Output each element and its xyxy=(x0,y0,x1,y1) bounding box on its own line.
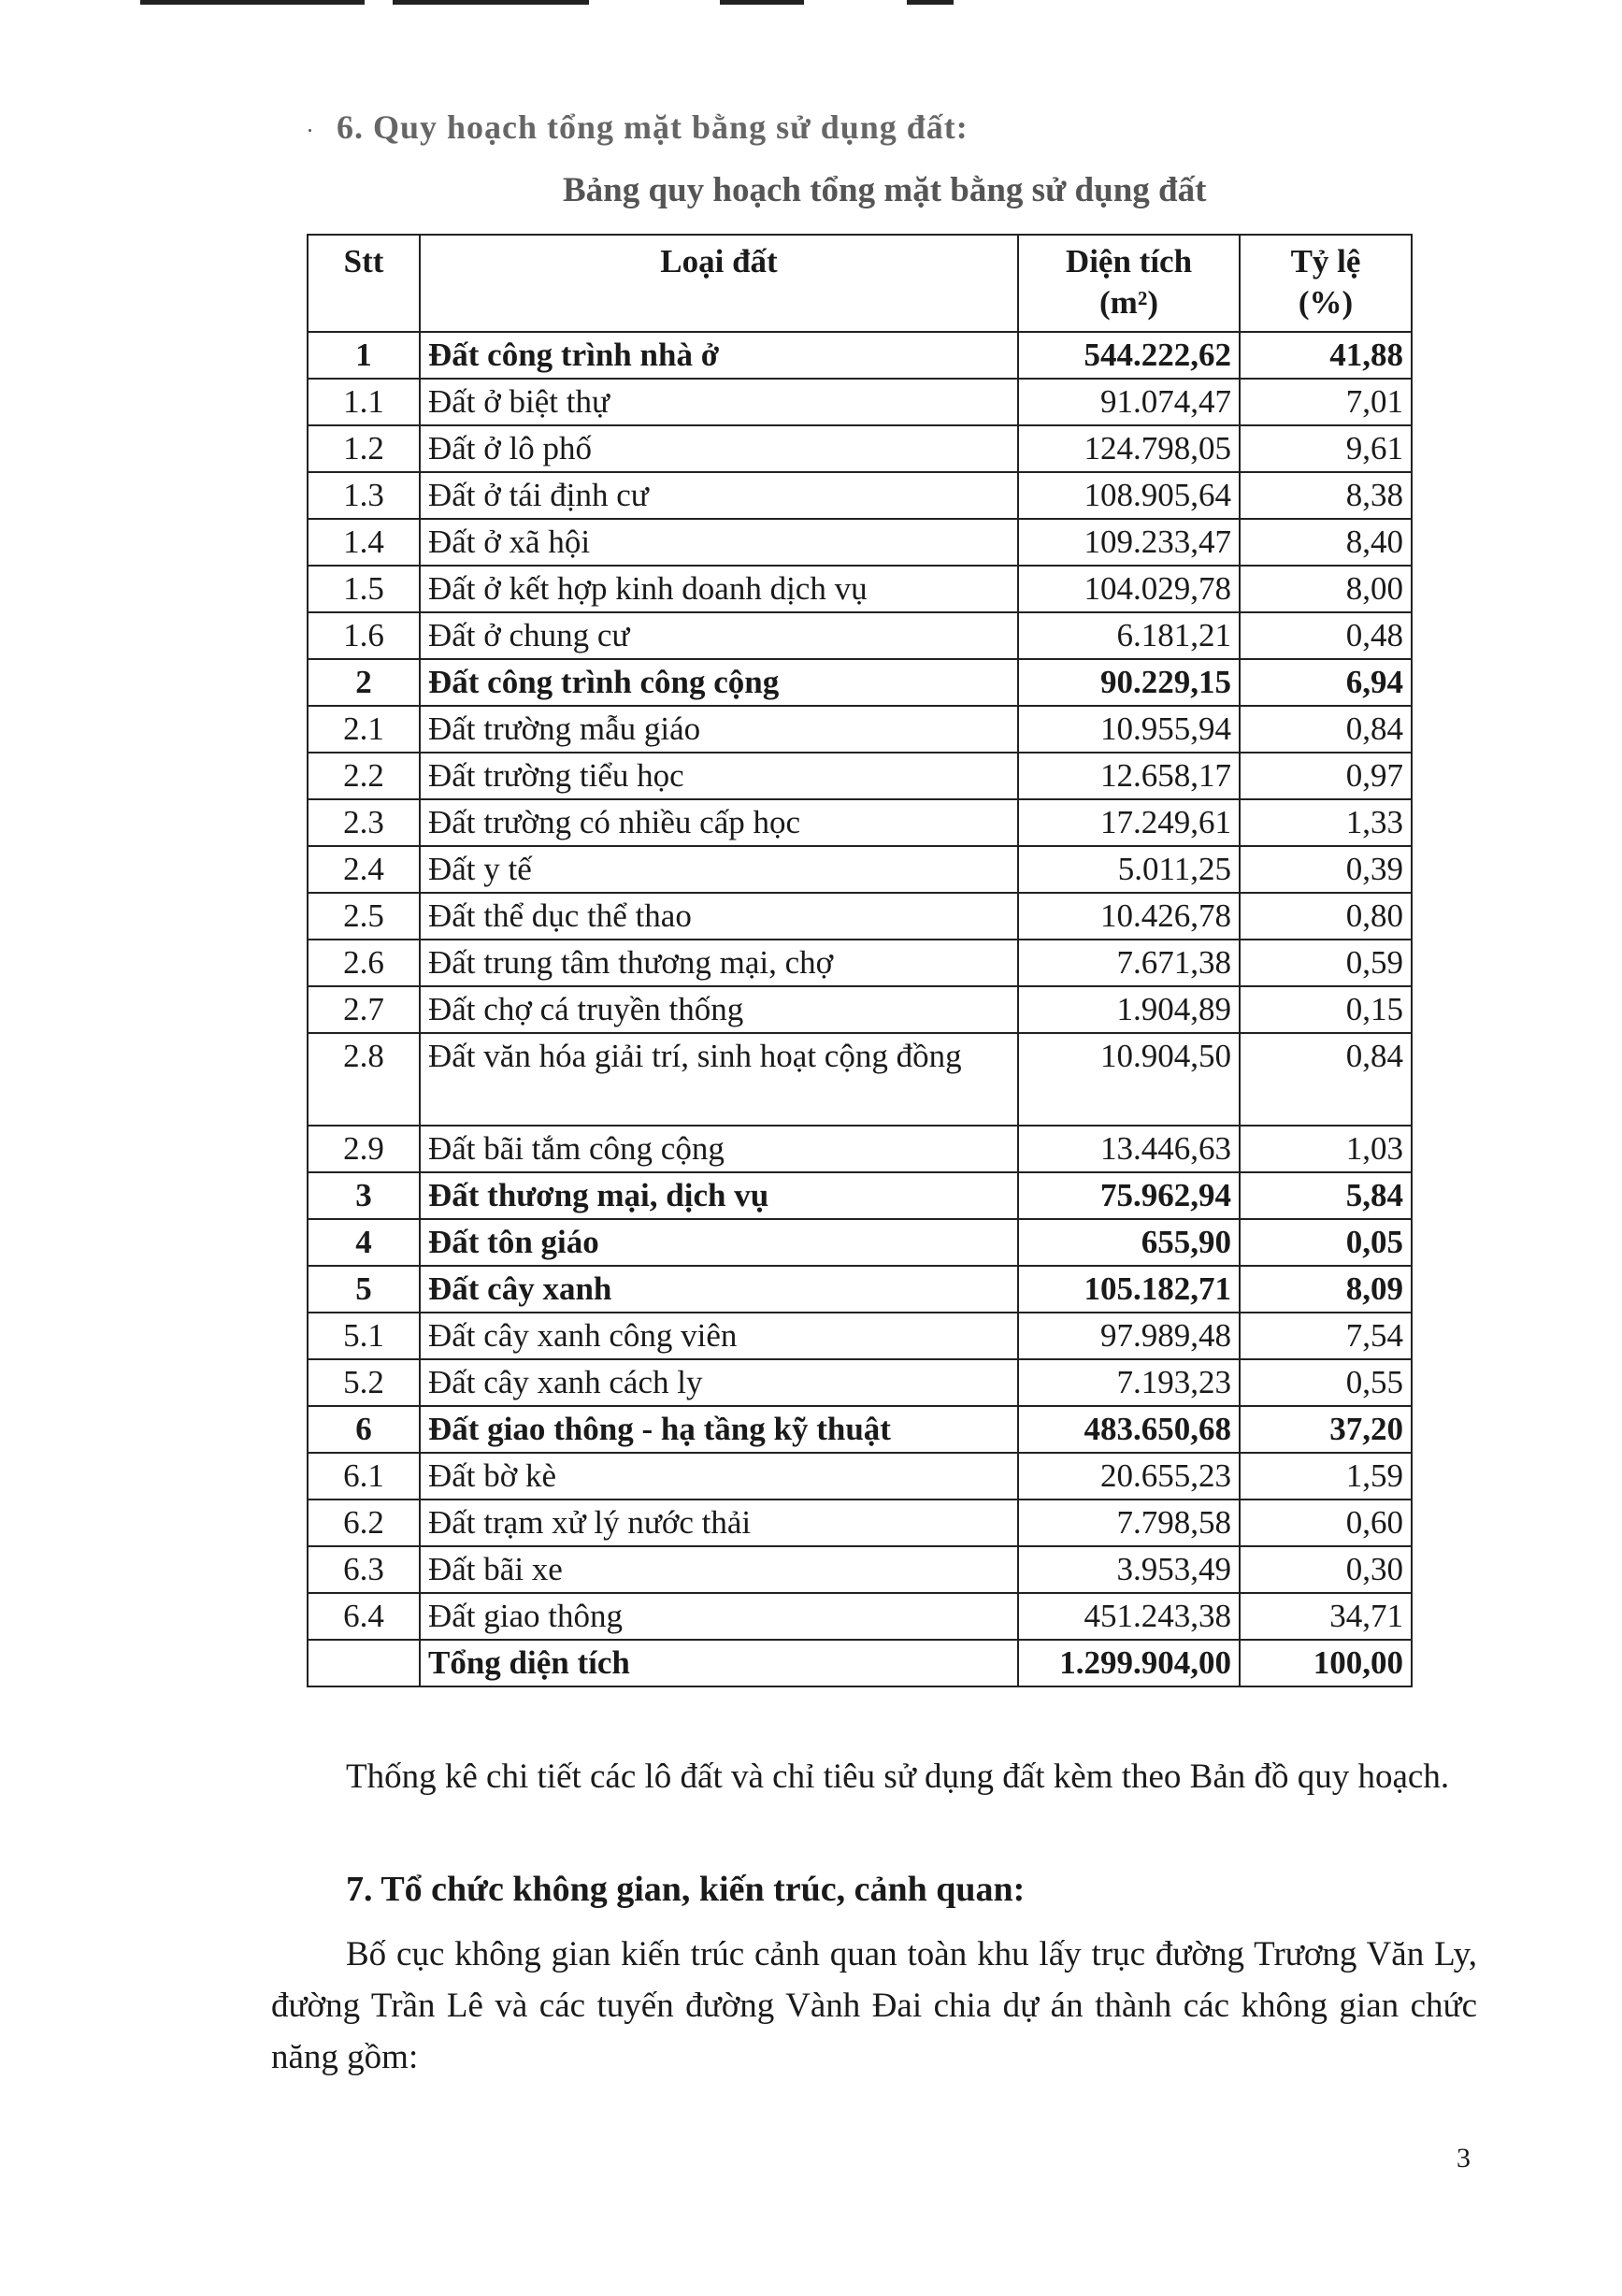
row-land-type: Tổng diện tích xyxy=(420,1640,1018,1686)
row-land-type: Đất bờ kè xyxy=(420,1453,1018,1500)
row-ratio: 8,09 xyxy=(1240,1266,1412,1313)
row-land-type: Đất giao thông - hạ tầng kỹ thuật xyxy=(420,1406,1018,1453)
table-row xyxy=(308,659,1412,706)
table-row xyxy=(308,986,1412,1033)
table-row xyxy=(308,612,1412,659)
table-row xyxy=(308,1033,1412,1126)
row-land-type: Đất trường có nhiều cấp học xyxy=(420,799,1018,846)
row-ratio: 0,80 xyxy=(1240,893,1412,940)
row-ratio: 7,54 xyxy=(1240,1313,1412,1359)
row-land-type: Đất công trình nhà ở xyxy=(420,332,1018,379)
header-area xyxy=(1018,235,1240,332)
row-land-type: Đất tôn giáo xyxy=(420,1219,1018,1266)
row-stt: 1.1 xyxy=(308,379,420,425)
row-land-type: Đất cây xanh xyxy=(420,1266,1018,1313)
table-row xyxy=(308,940,1412,986)
row-ratio: 1,33 xyxy=(1240,799,1412,846)
row-area: 109.233,47 xyxy=(1018,519,1240,566)
row-ratio: 9,61 xyxy=(1240,425,1412,472)
table-header-row xyxy=(308,235,1412,332)
row-area: 108.905,64 xyxy=(1018,472,1240,519)
row-stt: 4 xyxy=(308,1219,420,1266)
row-ratio: 0,15 xyxy=(1240,986,1412,1033)
row-ratio: 7,01 xyxy=(1240,379,1412,425)
row-area: 105.182,71 xyxy=(1018,1266,1240,1313)
row-land-type: Đất chợ cá truyền thống xyxy=(420,986,1018,1033)
table-body xyxy=(308,332,1412,1686)
row-area: 124.798,05 xyxy=(1018,425,1240,472)
row-area: 13.446,63 xyxy=(1018,1126,1240,1172)
row-stt: 2.7 xyxy=(308,986,420,1033)
table-row xyxy=(308,1406,1412,1453)
header-area-unit: (m²) xyxy=(1099,284,1158,321)
statistics-note: Thống kê chi tiết các lô đất và chỉ tiêu sử dụng đất kèm theo Bản đồ quy hoạch. xyxy=(346,1758,1450,1796)
row-land-type: Đất trường tiểu học xyxy=(420,753,1018,799)
row-land-type: Đất y tế xyxy=(420,846,1018,893)
table-row xyxy=(308,799,1412,846)
row-ratio: 0,05 xyxy=(1240,1219,1412,1266)
table-row xyxy=(308,893,1412,940)
row-area: 544.222,62 xyxy=(1018,332,1240,379)
row-stt: 2 xyxy=(308,659,420,706)
scan-edge-mark xyxy=(393,0,589,5)
row-stt: 1.2 xyxy=(308,425,420,472)
header-land-type: Loại đất xyxy=(420,235,1018,332)
row-stt: 5.1 xyxy=(308,1313,420,1359)
row-ratio: 100,00 xyxy=(1240,1640,1412,1686)
row-land-type: Đất cây xanh cách ly xyxy=(420,1359,1018,1406)
row-land-type: Đất thể dục thể thao xyxy=(420,893,1018,940)
row-area: 17.249,61 xyxy=(1018,799,1240,846)
row-stt: 2.8 xyxy=(308,1033,420,1126)
table-row xyxy=(308,1359,1412,1406)
row-area: 1.904,89 xyxy=(1018,986,1240,1033)
row-stt: 2.6 xyxy=(308,940,420,986)
header-stt: Stt xyxy=(308,235,420,332)
row-area: 10.955,94 xyxy=(1018,706,1240,753)
row-stt: 2.5 xyxy=(308,893,420,940)
row-area: 20.655,23 xyxy=(1018,1453,1240,1500)
row-area: 12.658,17 xyxy=(1018,753,1240,799)
table-row xyxy=(308,566,1412,612)
row-land-type: Đất trường mẫu giáo xyxy=(420,706,1018,753)
row-ratio: 8,38 xyxy=(1240,472,1412,519)
row-stt: 2.2 xyxy=(308,753,420,799)
table-row xyxy=(308,1453,1412,1500)
layout-description: Bố cục không gian kiến trúc cảnh quan toàn khu lấy trục đường Trương Văn Ly, đường Trần Lê và các tuyến đường Vành Đai chia dự án thành các không gian chức năng gồm: xyxy=(271,1935,1477,2076)
page-number: 3 xyxy=(1457,2143,1471,2174)
header-ratio-unit: (%) xyxy=(1298,284,1354,321)
row-stt: 6.4 xyxy=(308,1593,420,1640)
table-row xyxy=(308,1640,1412,1686)
row-land-type: Đất ở biệt thự xyxy=(420,379,1018,425)
row-stt: 2.9 xyxy=(308,1126,420,1172)
row-ratio: 41,88 xyxy=(1240,332,1412,379)
row-stt: 5 xyxy=(308,1266,420,1313)
row-area: 6.181,21 xyxy=(1018,612,1240,659)
row-land-type: Đất cây xanh công viên xyxy=(420,1313,1018,1359)
table-row xyxy=(308,379,1412,425)
row-stt xyxy=(308,1640,420,1686)
row-ratio: 0,84 xyxy=(1240,706,1412,753)
row-area: 7.798,58 xyxy=(1018,1500,1240,1546)
row-stt: 6.2 xyxy=(308,1500,420,1546)
table-row xyxy=(308,1126,1412,1172)
row-area: 75.962,94 xyxy=(1018,1172,1240,1219)
row-land-type: Đất trạm xử lý nước thải xyxy=(420,1500,1018,1546)
table-row xyxy=(308,1266,1412,1313)
row-stt: 2.4 xyxy=(308,846,420,893)
row-land-type: Đất ở tái định cư xyxy=(420,472,1018,519)
row-land-type: Đất thương mại, dịch vụ xyxy=(420,1172,1018,1219)
scan-dot xyxy=(309,129,311,132)
row-area: 5.011,25 xyxy=(1018,846,1240,893)
row-land-type: Đất ở xã hội xyxy=(420,519,1018,566)
row-land-type: Đất công trình công cộng xyxy=(420,659,1018,706)
row-ratio: 0,84 xyxy=(1240,1033,1412,1126)
row-stt: 2.3 xyxy=(308,799,420,846)
table-row xyxy=(308,753,1412,799)
row-area: 1.299.904,00 xyxy=(1018,1640,1240,1686)
table-row xyxy=(308,706,1412,753)
row-ratio: 0,39 xyxy=(1240,846,1412,893)
row-land-type: Đất giao thông xyxy=(420,1593,1018,1640)
row-land-type: Đất ở chung cư xyxy=(420,612,1018,659)
row-land-type: Đất văn hóa giải trí, sinh hoạt cộng đồng xyxy=(420,1033,1018,1126)
row-ratio: 5,84 xyxy=(1240,1172,1412,1219)
table-row xyxy=(308,472,1412,519)
header-area-label: Diện tích xyxy=(1065,243,1193,280)
row-stt: 5.2 xyxy=(308,1359,420,1406)
row-ratio: 0,30 xyxy=(1240,1546,1412,1593)
row-area: 97.989,48 xyxy=(1018,1313,1240,1359)
row-area: 7.671,38 xyxy=(1018,940,1240,986)
row-ratio: 0,97 xyxy=(1240,753,1412,799)
row-stt: 6.1 xyxy=(308,1453,420,1500)
section-7-heading: 7. Tổ chức không gian, kiến trúc, cảnh quan: xyxy=(346,1870,1026,1909)
row-area: 90.229,15 xyxy=(1018,659,1240,706)
row-stt: 6 xyxy=(308,1406,420,1453)
row-stt: 1.6 xyxy=(308,612,420,659)
row-stt: 1 xyxy=(308,332,420,379)
table-row xyxy=(308,519,1412,566)
section-heading: 6. Quy hoạch tổng mặt bằng sử dụng đất: xyxy=(337,108,969,146)
row-ratio: 1,03 xyxy=(1240,1126,1412,1172)
land-use-table xyxy=(307,234,1413,1687)
row-land-type: Đất bãi tắm công cộng xyxy=(420,1126,1018,1172)
row-area: 10.426,78 xyxy=(1018,893,1240,940)
row-ratio: 34,71 xyxy=(1240,1593,1412,1640)
table-row xyxy=(308,1313,1412,1359)
scan-edge-mark xyxy=(720,0,804,5)
row-land-type: Đất ở lô phố xyxy=(420,425,1018,472)
header-ratio xyxy=(1240,235,1412,332)
row-area: 104.029,78 xyxy=(1018,566,1240,612)
row-area: 451.243,38 xyxy=(1018,1593,1240,1640)
row-stt: 3 xyxy=(308,1172,420,1219)
row-ratio: 1,59 xyxy=(1240,1453,1412,1500)
row-area: 10.904,50 xyxy=(1018,1033,1240,1126)
row-stt: 1.4 xyxy=(308,519,420,566)
table-row xyxy=(308,1172,1412,1219)
row-area: 7.193,23 xyxy=(1018,1359,1240,1406)
row-ratio: 8,00 xyxy=(1240,566,1412,612)
row-ratio: 0,59 xyxy=(1240,940,1412,986)
table-row xyxy=(308,425,1412,472)
row-ratio: 0,55 xyxy=(1240,1359,1412,1406)
table-row xyxy=(308,1546,1412,1593)
row-ratio: 0,60 xyxy=(1240,1500,1412,1546)
table-row xyxy=(308,1500,1412,1546)
row-land-type: Đất bãi xe xyxy=(420,1546,1018,1593)
table-row xyxy=(308,846,1412,893)
row-stt: 2.1 xyxy=(308,706,420,753)
row-land-type: Đất ở kết hợp kinh doanh dịch vụ xyxy=(420,566,1018,612)
row-area: 91.074,47 xyxy=(1018,379,1240,425)
scan-edge-mark xyxy=(907,0,954,5)
row-area: 3.953,49 xyxy=(1018,1546,1240,1593)
table-row xyxy=(308,1593,1412,1640)
row-stt: 1.5 xyxy=(308,566,420,612)
row-ratio: 37,20 xyxy=(1240,1406,1412,1453)
table-row xyxy=(308,332,1412,379)
header-ratio-label: Tỷ lệ xyxy=(1290,243,1361,280)
row-land-type: Đất trung tâm thương mại, chợ xyxy=(420,940,1018,986)
row-ratio: 0,48 xyxy=(1240,612,1412,659)
row-ratio: 6,94 xyxy=(1240,659,1412,706)
row-area: 483.650,68 xyxy=(1018,1406,1240,1453)
table-title: Bảng quy hoạch tổng mặt bằng sử dụng đất xyxy=(563,171,1207,209)
row-stt: 1.3 xyxy=(308,472,420,519)
table-row xyxy=(308,1219,1412,1266)
row-ratio: 8,40 xyxy=(1240,519,1412,566)
row-stt: 6.3 xyxy=(308,1546,420,1593)
scan-edge-mark xyxy=(140,0,365,5)
row-area: 655,90 xyxy=(1018,1219,1240,1266)
